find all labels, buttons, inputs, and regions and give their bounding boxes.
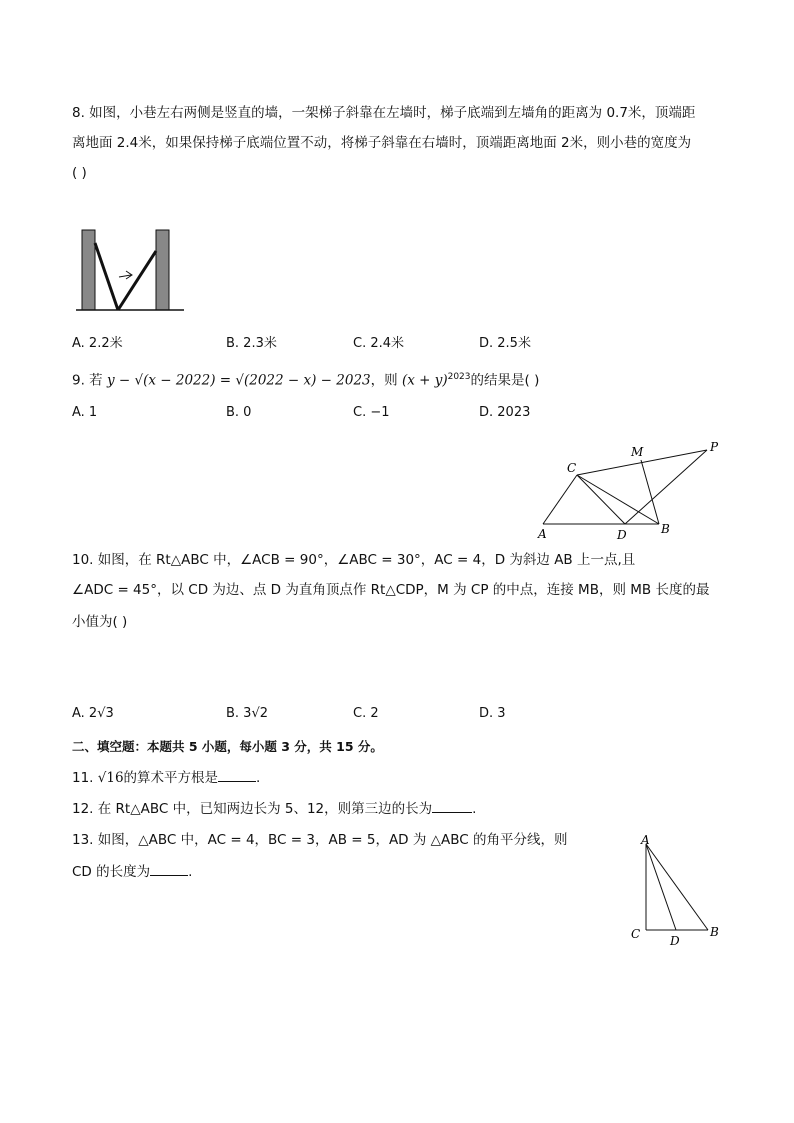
ladder-left bbox=[95, 243, 118, 310]
q13-label-b: B bbox=[710, 925, 719, 939]
q12-question: 12. 在 Rt△ABC 中，已知两边长为 5、12，则第三边的长为 bbox=[72, 801, 433, 817]
section-heading-fill-in: 二、填空题：本题共 5 小题，每小题 3 分，共 15 分。 bbox=[72, 739, 383, 754]
q10-label-b: B bbox=[661, 522, 670, 536]
q11-answer-blank[interactable] bbox=[218, 767, 256, 782]
q8-text-line2: 离地面 2.4米，如果保持梯子底端位置不动，将梯子斜靠在右墙时，顶端距离地面 2米，则小巷的宽度为 bbox=[72, 135, 692, 151]
q13-text-line1: 13. 如图，△ABC 中，AC = 4，BC = 3，AB = 5，AD 为 △ABC 的角平分线，则 bbox=[72, 832, 568, 848]
q11-radical: √16 bbox=[97, 770, 124, 786]
q13-label-c: C bbox=[631, 927, 641, 941]
q11-text bbox=[72, 767, 260, 788]
q10-label-d: D bbox=[617, 528, 627, 542]
q8-text-line3: ( ) bbox=[72, 165, 87, 181]
q8-option-d: D. 2.5米 bbox=[479, 336, 531, 351]
q8-option-b: B. 2.3米 bbox=[226, 336, 277, 351]
q12-answer-blank[interactable] bbox=[432, 798, 472, 813]
q10-text-line1: 10. 如图，在 Rt△ABC 中，∠ACB = 90°，∠ABC = 30°，AC = 4，D 为斜边 AB 上一点,且 bbox=[72, 552, 636, 568]
q9-exponent: 2023 bbox=[447, 372, 471, 382]
q9-option-a: A. 1 bbox=[72, 405, 98, 420]
q13-answer-blank[interactable] bbox=[150, 861, 188, 876]
q8-option-a: A. 2.2米 bbox=[72, 336, 123, 351]
left-wall bbox=[82, 230, 95, 310]
q9-option-c: C. −1 bbox=[353, 405, 390, 420]
ladder-right bbox=[118, 251, 156, 310]
q11-prefix: 11. bbox=[72, 770, 98, 786]
q12-text bbox=[72, 798, 476, 819]
q9-prefix: 9. 若 bbox=[72, 372, 103, 389]
q10-option-c: C. 2 bbox=[353, 706, 379, 721]
q9-mid: ，则 bbox=[370, 372, 398, 389]
q13-label-a: A bbox=[641, 833, 650, 847]
q9-text bbox=[72, 367, 539, 391]
q13-triangle-figure bbox=[628, 832, 723, 950]
q9-expression: (x + y) bbox=[401, 372, 448, 389]
q11-suffix: 的算术平方根是 bbox=[123, 770, 219, 786]
q9-option-d: D. 2023 bbox=[479, 405, 531, 420]
q8-text-line1: 8. 如图，小巷左右两侧是竖直的墙，一架梯子斜靠在左墙时，梯子底端到左墙角的距离为 0.7米，顶端距 bbox=[72, 105, 696, 121]
q10-text-line3: 小值为( ) bbox=[72, 614, 128, 630]
q10-option-d: D. 3 bbox=[479, 706, 506, 721]
q8-ladder-figure bbox=[72, 225, 187, 315]
q10-label-c: C bbox=[567, 461, 577, 475]
q10-option-a: A. 2√3 bbox=[72, 706, 114, 721]
q10-triangle-figure bbox=[535, 438, 730, 543]
q8-option-c: C. 2.4米 bbox=[353, 336, 405, 351]
q12-end: . bbox=[472, 801, 477, 817]
q10-label-a: A bbox=[538, 527, 547, 541]
q9-suffix: 的结果是( ) bbox=[470, 372, 540, 389]
q9-equation: y − √(x − 2022) = √(2022 − x) − 2023 bbox=[106, 372, 371, 389]
q9-option-b: B. 0 bbox=[226, 405, 252, 420]
q13-label-d: D bbox=[670, 934, 680, 948]
q10-option-b: B. 3√2 bbox=[226, 706, 269, 721]
q11-end: . bbox=[256, 770, 261, 786]
q13-question-end: CD 的长度为 bbox=[72, 864, 151, 880]
q10-label-p: P bbox=[710, 440, 719, 454]
q13-end: . bbox=[188, 864, 193, 880]
q10-label-m: M bbox=[631, 445, 644, 459]
q10-text-line2: ∠ADC = 45°，以 CD 为边、点 D 为直角顶点作 Rt△CDP，M 为 CP 的中点，连接 MB，则 MB 长度的最 bbox=[72, 582, 710, 598]
q13-text-line2 bbox=[72, 861, 192, 882]
right-wall bbox=[156, 230, 169, 310]
